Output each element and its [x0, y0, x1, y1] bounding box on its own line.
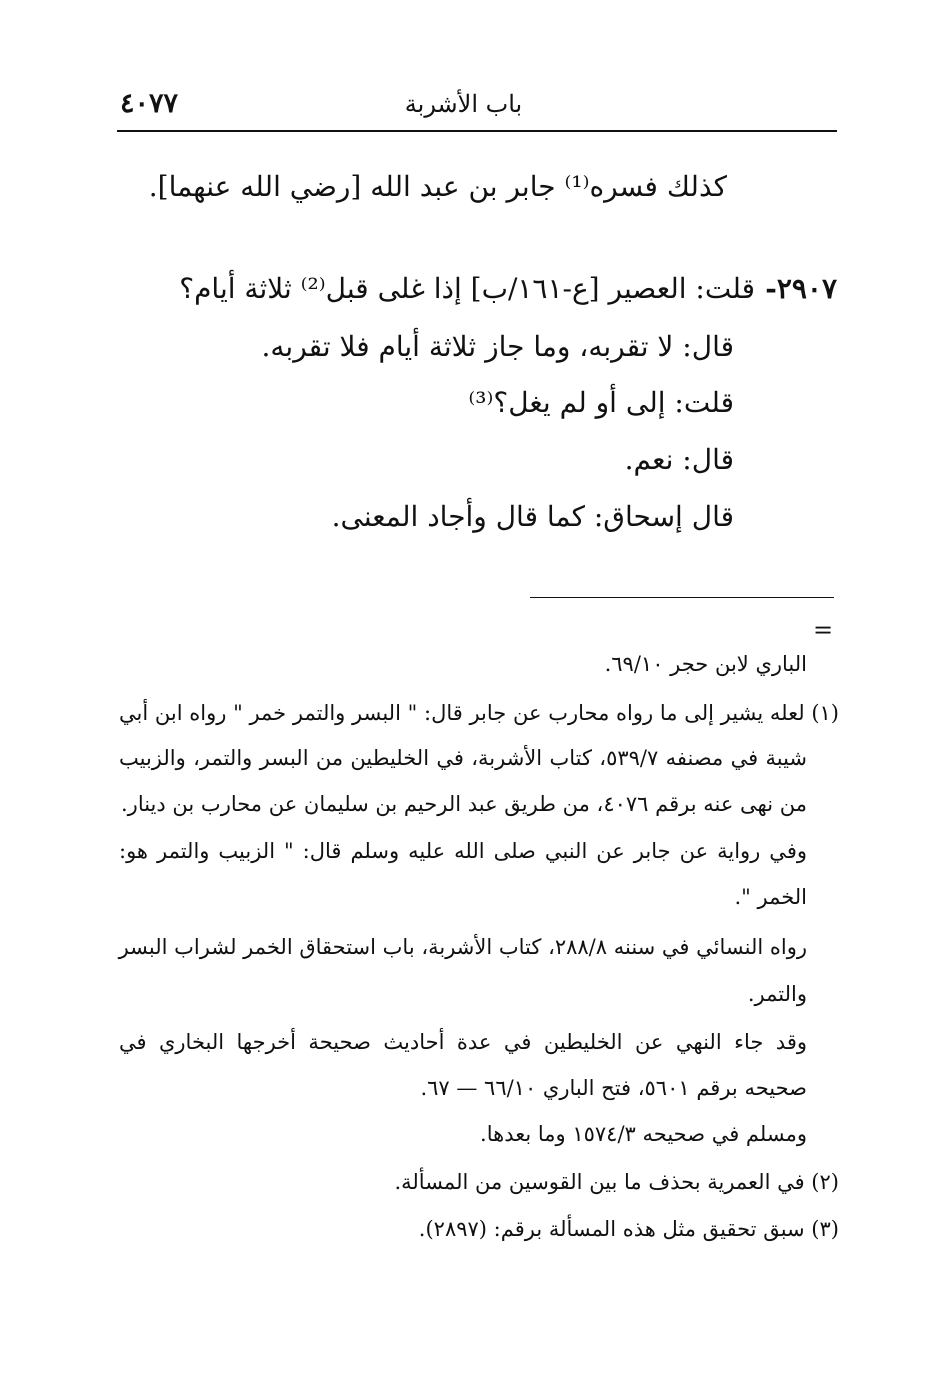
footnote-3: (٣) سبق تحقيق مثل هذه المسألة برقم: (٢٨٩٧).: [418, 1217, 839, 1241]
continuation-mark: =: [813, 616, 834, 644]
page-number: ٤٠٧٧: [120, 88, 179, 119]
answer-line-2: قال: نعم.: [624, 443, 734, 476]
footnote-1-line-10: ومسلم في صحيحه ١٥٧٤/٣ وما بعدها.: [480, 1122, 807, 1146]
footnote-separator: [530, 597, 834, 598]
ishaq-line: قال إسحاق: كما قال وأجاد المعنى.: [331, 500, 734, 533]
footnote-1-line-9: صحيحه برقم ٥٦٠١، فتح الباري ٦٦/١٠ — ٦٧.: [420, 1076, 807, 1100]
footnote-1-line-8: وقد جاء النهي عن الخليطين في عدة أحاديث صحيحة أخرجها البخاري في: [119, 1030, 807, 1054]
footnote-1-line-6: رواه النسائي في سننه ٢٨٨/٨، كتاب الأشربة، باب استحقاق الخمر لشراب البسر: [118, 935, 807, 959]
entry-number: ٢٩٠٧-: [765, 272, 837, 305]
question-line: قلت: العصير [ع-١٦١/ب] إذا غلى قبل⁽²⁾ ثلاثة أيام؟: [179, 272, 755, 305]
footnote-1-line-1: (١) لعله يشير إلى ما رواه محارب عن جابر قال: " البسر والتمر خمر " رواه ابن أبي: [119, 701, 839, 725]
footnote-2: (٢) في العمرية بحذف ما بين القوسين من المسألة.: [394, 1170, 839, 1194]
footnote-1-line-3: من نهى عنه برقم ٤٠٧٦، من طريق عبد الرحيم بن سليمان عن محارب بن دينار.: [121, 792, 807, 816]
header-divider: [117, 130, 837, 132]
main-line-1: كذلك فسره⁽¹⁾ جابر بن عبد الله [رضي الله عنهما].: [148, 170, 727, 203]
footnote-1-line-2: شيبة في مصنفه ٥٣٩/٧، كتاب الأشربة، في الخليطين من البسر والتمر، والزبيب: [119, 746, 807, 770]
chapter-title: باب الأشربة: [404, 90, 523, 118]
footnote-continuation: الباري لابن حجر ٦٩/١٠.: [604, 652, 807, 676]
answer-line-1: قال: لا تقربه، وما جاز ثلاثة أيام فلا تقربه.: [261, 330, 734, 363]
question-line-2: قلت: إلى أو لم يغل؟⁽³⁾: [468, 386, 734, 419]
footnote-1-line-4: وفي رواية عن جابر عن النبي صلى الله عليه وسلم قال: " الزبيب والتمر هو:: [119, 839, 807, 863]
footnote-1-line-5: الخمر ".: [734, 885, 807, 909]
footnote-1-line-7: والتمر.: [747, 982, 807, 1006]
